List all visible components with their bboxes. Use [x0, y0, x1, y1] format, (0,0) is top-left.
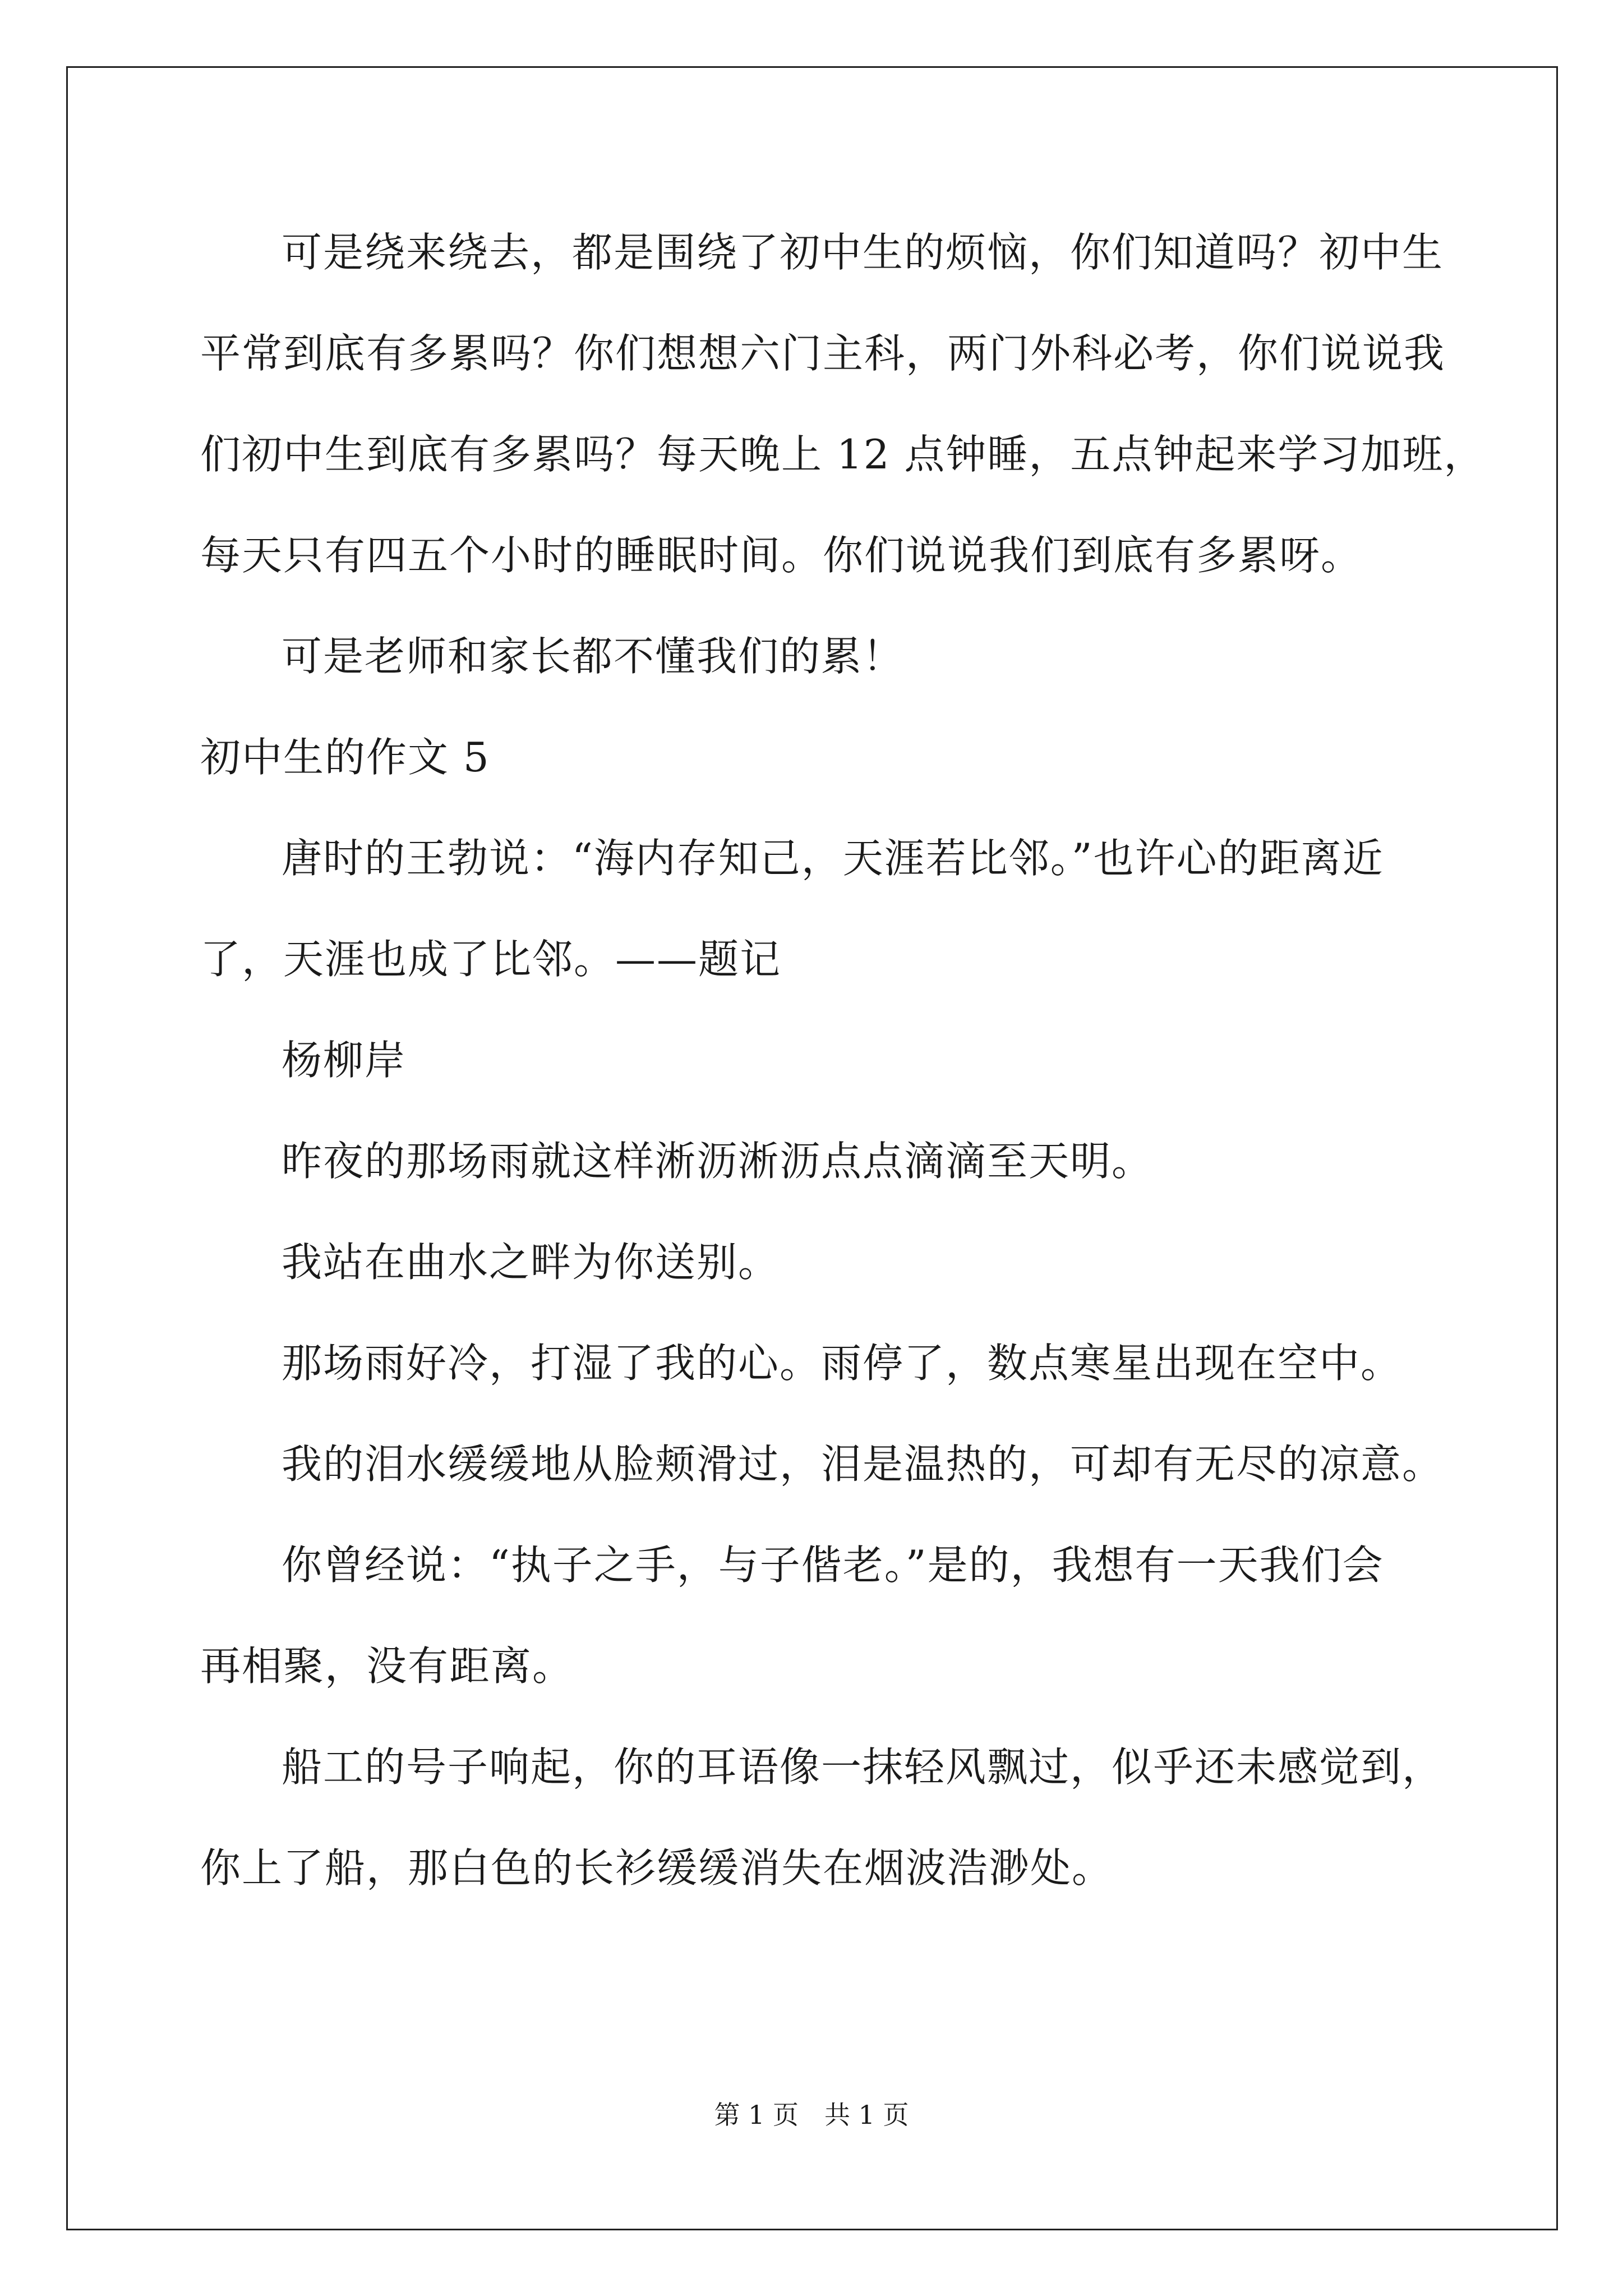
paragraph-line: 可是绕来绕去，都是围绕了初中生的烦恼，你们知道吗？初中生	[282, 229, 1444, 276]
paragraph-line: 昨夜的那场雨就这样淅沥淅沥点点滴滴至天明。	[282, 1138, 1154, 1185]
paragraph-line: 船工的号子响起，你的耳语像一抹轻风飘过，似乎还未感觉到，	[282, 1743, 1444, 1791]
paragraph-line: 了，天涯也成了比邻。——题记	[200, 936, 782, 983]
page-total: 共 1 页	[824, 2100, 909, 2130]
paragraph-line: 唐时的王勃说：“海内存知己，天涯若比邻。”也许心的距离近	[282, 835, 1384, 882]
paragraph-line: 们初中生到底有多累吗？每天晚上 12 点钟睡，五点钟起来学习加班，	[200, 431, 1486, 478]
paragraph-line: 可是老师和家长都不懂我们的累！	[282, 633, 905, 680]
paragraph-line: 我的泪水缓缓地从脸颊滑过，泪是温热的，可却有无尽的凉意。	[282, 1441, 1444, 1488]
page-footer	[0, 2098, 1623, 2132]
paragraph-line: 那场雨好冷，打湿了我的心。雨停了，数点寒星出现在空中。	[282, 1340, 1403, 1387]
paragraph-line: 平常到底有多累吗？你们想想六门主科，两门外科必考，你们说说我	[200, 330, 1446, 377]
paragraph-line: 你曾经说：“执子之手，与子偕老。”是的，我想有一天我们会	[282, 1542, 1384, 1589]
paragraph-line: 杨柳岸	[282, 1037, 407, 1084]
paragraph-line: 再相聚，没有距离。	[200, 1642, 574, 1690]
paragraph-line: 每天只有四五个小时的睡眠时间。你们说说我们到底有多累呀。	[200, 532, 1363, 579]
page-number: 第 1 页	[714, 2100, 799, 2130]
paragraph-line: 你上了船，那白色的长衫缓缓消失在烟波浩渺处。	[200, 1844, 1114, 1892]
paragraph-line: 我站在曲水之畔为你送别。	[282, 1239, 780, 1286]
section-heading: 初中生的作文 5	[200, 734, 490, 781]
